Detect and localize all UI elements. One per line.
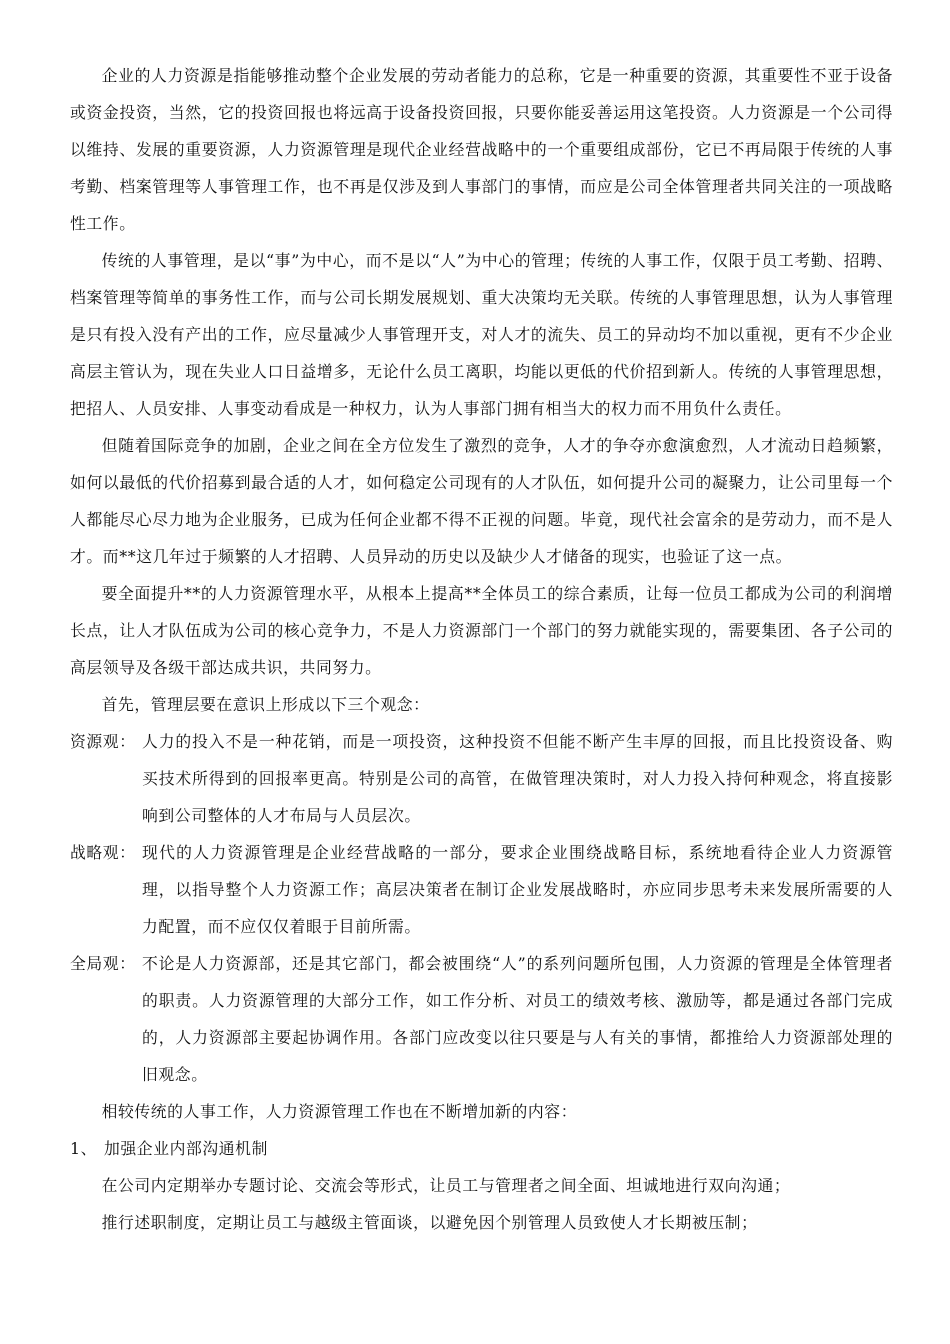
concept-resource — [70, 723, 893, 834]
paragraph: 相较传统的人事工作，人力资源管理工作也在不断增加新的内容： — [101, 1102, 578, 1121]
concept-term: 资源观： — [70, 732, 136, 751]
concept-term: 全局观： — [70, 954, 136, 973]
concept-global — [70, 945, 893, 1093]
paragraph: 但随着国际竞争的加剧，企业之间在全方位发生了激烈的竞争，人才的争夺亦愈演愈烈，人才流动日趋频繁，如何以最低的代价招募到最合适的人才，如何稳定公司现有的人才队伍，如何提升公司的凝聚力，让公司里每一个人都能尽心尽力地为企业服务，已成为任何企业都不得不正视的问题。毕竟，现代社会富余的是劳动力，而不是人才。而**这几年过于频繁的人才招聘、人员异动的历史以及缺少人才储备的现实，也验证了这一点。 — [70, 436, 893, 566]
list-title: 加强企业内部沟通机制 — [104, 1139, 268, 1158]
paragraph: 企业的人力资源是指能够推动整个企业发展的劳动者能力的总称，它是一种重要的资源，其重要性不亚于设备或资金投资，当然，它的投资回报也将远高于设备投资回报，只要你能妥善运用这笔投资。人力资源是一个公司得以维持、发展的重要资源，人力资源管理是现代企业经营战略中的一个重要组成部份，它已不再局限于传统的人事考勤、档案管理等人事管理工作，也不再是仅涉及到人事部门的事情，而应是公司全体管理者共同关注的一项战略性工作。 — [70, 66, 893, 233]
document-body — [70, 57, 893, 1241]
paragraph: 传统的人事管理，是以“事”为中心，而不是以“人”为中心的管理；传统的人事工作，仅限于员工考勤、招聘、档案管理等简单的事务性工作，而与公司长期发展规划、重大决策均无关联。传统的人事管理思想，认为人事管理是只有投入没有产出的工作，应尽量减少人事管理开支，对人才的流失、员工的异动均不加以重视，更有不少企业高层主管认为，现在失业人口日益增多，无论什么员工离职，均能以更低的代价招到新人。传统的人事管理思想，把招人、人员安排、人事变动看成是一种权力，认为人事部门拥有相当大的权力而不用负什么责任。 — [70, 251, 893, 418]
list-subitem: 推行述职制度，定期让员工与越级主管面谈，以避免因个别管理人员致使人才长期被压制； — [101, 1213, 758, 1232]
paragraph: 首先，管理层要在意识上形成以下三个观念： — [101, 695, 430, 714]
list-subitem: 在公司内定期举办专题讨论、交流会等形式，让员工与管理者之间全面、坦诚地进行双向沟通； — [101, 1176, 791, 1195]
concept-text: 不论是人力资源部，还是其它部门，都会被围绕“人”的系列问题所包围，人力资源的管理是全体管理者的职责。人力资源管理的大部分工作，如工作分析、对员工的绩效考核、激励等，都是通过各部门完成的，人力资源部主要起协调作用。各部门应改变以往只要是与人有关的事情，都推给人力资源部处理的旧观念。 — [142, 954, 893, 1084]
list-number: 1、 — [70, 1139, 98, 1158]
concept-strategy — [70, 834, 893, 945]
paragraph: 要全面提升**的人力资源管理水平，从根本上提高**全体员工的综合素质，让每一位员工都成为公司的利润增长点，让人才队伍成为公司的核心竞争力，不是人力资源部门一个部门的努力就能实现的，需要集团、各子公司的高层领导及各级干部达成共识，共同努力。 — [70, 584, 893, 677]
list-item-heading — [70, 1130, 893, 1167]
concept-text: 人力的投入不是一种花销，而是一项投资，这种投资不但能不断产生丰厚的回报，而且比投资设备、购买技术所得到的回报率更高。特别是公司的高管，在做管理决策时，对人力投入持何种观念，将直接影响到公司整体的人才布局与人员层次。 — [142, 732, 893, 825]
concept-text: 现代的人力资源管理是企业经营战略的一部分，要求企业围绕战略目标，系统地看待企业人力资源管理，以指导整个人力资源工作；高层决策者在制订企业发展战略时，亦应同步思考未来发展所需要的人力配置，而不应仅仅着眼于目前所需。 — [142, 843, 893, 936]
concept-term: 战略观： — [70, 843, 136, 862]
